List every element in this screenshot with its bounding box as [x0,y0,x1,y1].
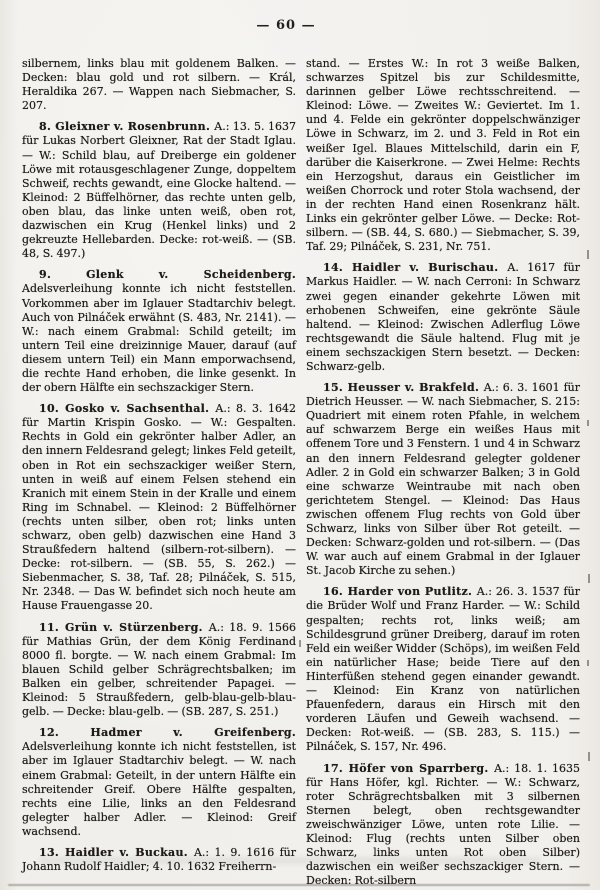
entry-8 [22,120,296,261]
entry-17-text: A.: 18. 1. 1635 für Hans Höfer, kgl. Richter. — W.: Schwarz, roter Schrägrechtsbalken mit 3 silbernen Sternen belegt, oben rechtsgewandter zweischwänziger Löwe, unten rote Lilie. — Kleinod: Flug (rechts unten Silber oben Schwarz, links unten Rot oben Silber) dazwischen ein weißer sechszackiger Stern. — Decken: Rot-silbern [306,761,580,888]
entry-16-text: A.: 26. 3. 1537 für die Brüder Wolf und Franz Harder. — W.: Schild gespalten; rechts rot, links weiß; am Schildesgrund grüner Dreiberg, darauf im roten Feld ein weißer Widder (Schöps), im weißen Feld ein natürlicher Hase; beide Tiere auf den Hinterfüßen stehend gegen einander gewandt. — Kleinod: Ein Kranz von natürlichen Pfauenfedern, daraus ein Hirsch mit den vorderen Läufen und Geweih wachsend. — Decken: Rot-weiß. — (SB. 283, S. 115.) — Pilnáček, S. 157, Nr. 496. [306,585,580,754]
page-number: — 60 — [256,18,316,33]
entry-11 [22,621,296,720]
entry-15-heading: 15. Heusser v. Brakfeld. [323,381,480,395]
entry-14 [306,261,580,374]
text-columns [0,33,600,888]
entry-9 [22,268,296,395]
entry-14-heading: 14. Haidler v. Burischau. [323,261,499,275]
entry-10-heading: 10. Gosko v. Sachsenthal. [39,402,210,416]
entry-10-text: A.: 8. 3. 1642 für Martin Krispin Gosko. — W.: Gespalten. Rechts in Gold ein gekrönter halber Adler, an den innern Feldesrand gelegt; linkes Feld geteilt, oben in Rot ein sechszackiger weißer Stern, unten in weiß auf einem Felsen stehend ein Kranich mit einem Stein in der Kralle und einem Ring im Schnabel. — Kleinod: 2 Büffelhörner (rechts unten silber, oben rot; links unten schwarz, oben gelb) dazwischen eine Hand 3 Straußfedern haltend (silbern-rot-silbern). — Decke: rot-silbern. — (SB. 55, S. 262.) — Siebenmacher, S. 38, Taf. 28; Pilnáček, S. 515, Nr. 2348. — Das W. befindet sich noch heute am Hause Frauengasse 20. [22,402,296,613]
entry-17-heading: 17. Höfer von Sparrberg. [323,761,489,775]
entry-11-text: A.: 18. 9. 1566 für Mathias Grün, der dem König Ferdinand 8000 fl. borgte. — W. nach einem Grabmal: Im blauen Schild gelber Schrägrechtsbalken; im Balken ein gelber, schreitender Papagei. — Kleinod: 5 Straußfedern, gelb-blau-gelb-blau-gelb. — Decke: blau-gelb. — (SB. 287, S. 251.) [22,620,296,719]
entry-12 [22,726,296,839]
entry-8-text: A.: 13. 5. 1637 für Lukas Norbert Gleixner, Rat der Stadt Iglau. — W.: Schild blau, auf Dreiberge ein goldener Löwe mit rotausgeschlagener Zunge, doppeltem Schweif, rechts gewandt, eine Glocke haltend. — Kleinod: 2 Büffelhörner, das rechte unten gelb, oben blau, das linke unten weiß, oben rot, dazwischen ein Krug (Henkel links) und 2 gekreuzte Hellebarden. Decke: rot-weiß. — (SB. 48, S. 497.) [22,120,296,261]
entry-15-text: A.: 6. 3. 1601 für Dietrich Heusser. — W. nach Siebmacher, S. 215: Quadriert mit einem roten Pfahle, in welchem auf schwarzem Berge ein weißes Haus mit offenem Tore und 3 Fenstern. 1 und 4 in Schwarz an den innern Feldesrand gelegter goldener Adler. 2 in Gold ein schwarzer Balken; 3 in Gold eine schwarze Weintraube mit nach oben gerichtetem Stengel. — Kleinod: Das Haus zwischen offenem Flug rechts von Gold über Schwarz, links von Silber über Rot geteilt. — Decken: Schwarz-golden und rot-silbern. — (Das W. war auch auf einem Grabmal in der Iglauer St. Jacob Kirche zu sehen.) [306,381,580,578]
continuation-paragraph: silbernem, links blau mit goldenem Balken. — Decken: blau gold und rot silbern. — Král, Heraldika 267. — Wappen nach Siebmacher, S. 207. [22,57,296,113]
entry-8-heading: 8. Gleixner v. Rosenbrunn. [39,120,211,134]
entry-13 [22,846,296,874]
entry-11-heading: 11. Grün v. Stürzenberg. [39,620,203,634]
entry-16-heading: 16. Harder von Putlitz. [323,585,473,599]
entry-12-text: Adelsverleihung konnte ich nicht feststellen, ist aber im Iglauer Stadtarchiv belegt. — W. nach einem Grabmal: Geteilt, in der untern Hälfte ein schreitender Greif. Obere Hälfte gespalten, rechts eine Lilie, links an den Feldesrand gelegter halber Adler. — Kleinod: Greif wachsend. [22,740,296,838]
entry-13-heading: 13. Haidler v. Buckau. [39,845,188,859]
continuation-paragraph: stand. — Erstes W.: In rot 3 weiße Balken, schwarzes Spitzel bis zur Schildesmitte, darinnen gelber Löwe rechtsschreitend. — Kleinod: Löwe. — Zweites W.: Geviertet. Im 1. und 4. Felde ein gekrönter doppelschwänziger Löwe in Schwarz, im 2. und 3. Feld in Rot ein weißer Igel. Blaues Mittelschild, darin ein F, darüber die Kaiserkrone. — Zwei Helme: Rechts ein Herzogshut, daraus ein Geistlicher im weißen Chorrock und roter Stola wachsend, der in der rechten Hand einen Rosenkranz hält. Links ein gekrönter gelber Löwe. — Decke: Rot-silbern. — (SB. 44, S. 680.) — Siebmacher, S. 39, Taf. 29; Pilnáček, S. 231, Nr. 751. [306,57,580,254]
entry-9-heading: 9. Glenk v. Scheidenberg. [39,268,296,282]
entry-16 [306,585,580,754]
right-column [306,57,580,888]
entry-9-text: Adelsverleihung konnte ich nicht feststellen. Vorkommen aber im Iglauer Stadtarchiv belegt. Auch von Pilnáček erwähnt (S. 483, Nr. 2141). — W.: nach einem Grabmal: Schild geteilt; im untern Teil eine dreizinnige Mauer, darauf (auf diesem untern Teil) ein Mann emporwachsend, die rechte Hand erhoben, die linke gesenkt. In der obern Hälfte ein sechszackiger Stern. [22,282,296,395]
entry-13-text: A.: 1. 9. 1616 für Johann Rudolf Haidler; 4. 10. 1632 Freiherrn- [22,845,296,874]
entry-12-heading: 12. Hadmer v. Greifenberg. [39,726,296,740]
entry-14-text: A. 1617 für Markus Haidler. — W. nach Cerroni: In Schwarz zwei gegen einander gekehrte Löwen mit erhobenen Schweifen, eine gekrönte Säule haltend. — Kleinod: Zwischen Adlerflug Löwe rechtsgewandt die Säule haltend. Flug mit je einem sechszackigen Stern besetzt. — Decken: Schwarz-gelb. [306,261,580,373]
entry-10 [22,402,296,613]
entry-15 [306,381,580,578]
entry-17 [306,762,580,889]
left-column [22,57,296,888]
